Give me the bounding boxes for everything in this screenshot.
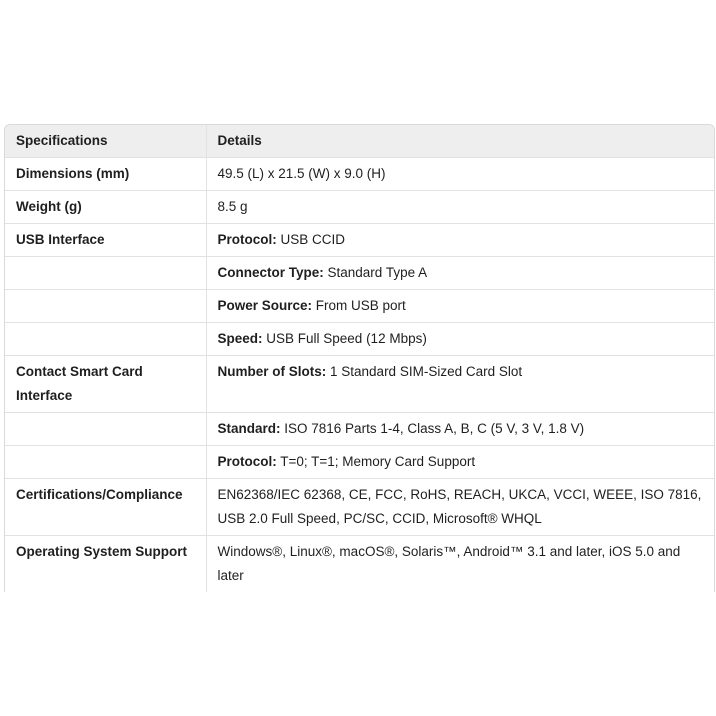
spec-name bbox=[5, 257, 206, 290]
table-row bbox=[5, 536, 714, 593]
spec-detail bbox=[206, 356, 714, 413]
detail-value: ISO 7816 Parts 1-4, Class A, B, C (5 V, 3 V, 1.8 V) bbox=[280, 421, 585, 436]
detail-key: Number of Slots: bbox=[217, 364, 327, 379]
table-header-row bbox=[5, 125, 714, 158]
spec-detail bbox=[206, 257, 714, 290]
detail-key: Speed: bbox=[217, 331, 263, 346]
table-row bbox=[5, 356, 714, 413]
detail-key: Power Source: bbox=[217, 298, 313, 313]
header-specifications: Specifications bbox=[5, 125, 206, 158]
detail-key: Connector Type: bbox=[217, 265, 324, 280]
spec-detail bbox=[206, 479, 714, 536]
detail-value: Standard Type A bbox=[323, 265, 428, 280]
spec-name: Operating System Support bbox=[5, 536, 206, 593]
detail-value: USB CCID bbox=[276, 232, 346, 247]
spec-detail bbox=[206, 446, 714, 479]
spec-table bbox=[5, 125, 714, 592]
table-row bbox=[5, 413, 714, 446]
spec-name: Certifications/Compliance bbox=[5, 479, 206, 536]
spec-name: USB Interface bbox=[5, 224, 206, 257]
spec-detail bbox=[206, 413, 714, 446]
table-row bbox=[5, 257, 714, 290]
detail-value: T=0; T=1; Memory Card Support bbox=[276, 454, 476, 469]
detail-value: From USB port bbox=[312, 298, 406, 313]
detail-value: 1 Standard SIM-Sized Card Slot bbox=[326, 364, 523, 379]
spec-name: Weight (g) bbox=[5, 191, 206, 224]
table-row bbox=[5, 446, 714, 479]
spec-name: Dimensions (mm) bbox=[5, 158, 206, 191]
detail-key: Standard: bbox=[217, 421, 281, 436]
spec-detail bbox=[206, 191, 714, 224]
spec-detail bbox=[206, 323, 714, 356]
spec-detail bbox=[206, 536, 714, 593]
spec-detail bbox=[206, 158, 714, 191]
detail-key: Protocol: bbox=[217, 232, 277, 247]
spec-detail bbox=[206, 290, 714, 323]
spec-name bbox=[5, 323, 206, 356]
spec-name bbox=[5, 413, 206, 446]
spec-table-container bbox=[4, 124, 715, 592]
table-row bbox=[5, 158, 714, 191]
table-row bbox=[5, 191, 714, 224]
spec-name bbox=[5, 290, 206, 323]
header-details: Details bbox=[206, 125, 714, 158]
detail-value: 8.5 g bbox=[217, 199, 248, 214]
detail-value: EN62368/IEC 62368, CE, FCC, RoHS, REACH, UKCA, VCCI, WEEE, ISO 7816, USB 2.0 Full Speed, PC/SC, CCID, Microsoft® WHQL bbox=[217, 487, 702, 526]
detail-key: Protocol: bbox=[217, 454, 277, 469]
table-row bbox=[5, 323, 714, 356]
spec-detail bbox=[206, 224, 714, 257]
table-row bbox=[5, 290, 714, 323]
detail-value: 49.5 (L) x 21.5 (W) x 9.0 (H) bbox=[217, 166, 386, 181]
spec-name: Contact Smart Card Interface bbox=[5, 356, 206, 413]
spec-name bbox=[5, 446, 206, 479]
table-row bbox=[5, 224, 714, 257]
detail-value: Windows®, Linux®, macOS®, Solaris™, Android™ 3.1 and later, iOS 5.0 and later bbox=[217, 544, 681, 583]
table-row bbox=[5, 479, 714, 536]
detail-value: USB Full Speed (12 Mbps) bbox=[262, 331, 427, 346]
